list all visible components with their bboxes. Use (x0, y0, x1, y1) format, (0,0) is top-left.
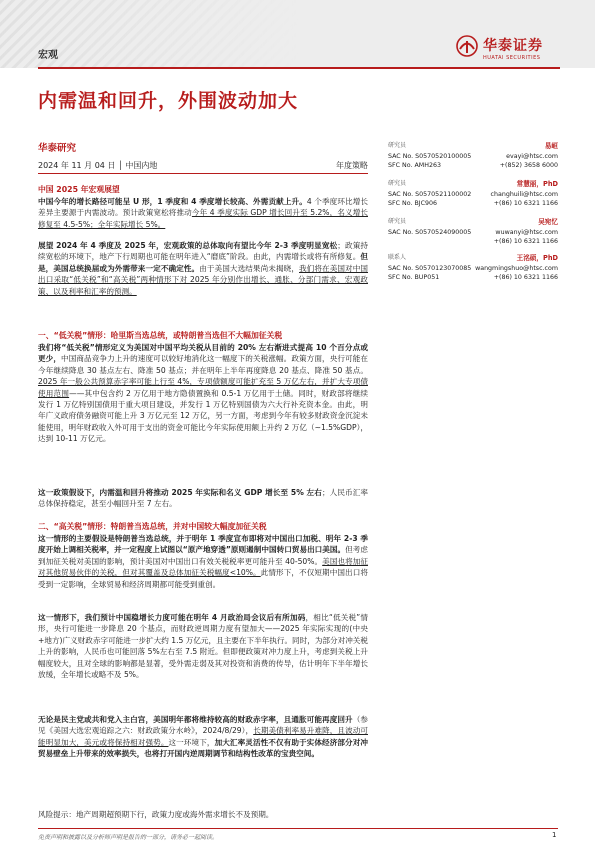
paragraph-text: 但考虑到加征关税对美国的影响，预计美国对中国出口有效关税税率更可能升至 40-50%。 (38, 545, 369, 566)
paragraph-text: 由于美国大选结果尚未揭晓， (199, 263, 299, 273)
paragraph-text: ；政策持续宽松的环境下，地产下行周期也可能在明年进入“磨底”阶段。由此，内需增长或将有所修复。 (38, 241, 369, 262)
analyst-sfc: SFC No. BUP051 (388, 274, 440, 281)
analyst-phone: +(86) 10 6321 1166 (493, 200, 558, 207)
analyst-name: 易峘 (544, 142, 558, 150)
analyst-phone: +(86) 10 6321 1166 (493, 238, 558, 245)
analyst-sac: SAC No. S0570520100005 (388, 153, 472, 160)
paragraph-outlook (38, 196, 368, 230)
analyst-phone: +(852) 3658 6000 (499, 162, 558, 169)
analyst-name: 王洺硕，PhD (516, 254, 558, 262)
paragraph-text: ，相比“低关税”情形，央行可能进一步降息 20 个基点，而财政逆周期力度有望加大——2025 年实际实现的(中央+地方)广义财政赤字可能进一步扩大约 1.5 万亿元，且主要在下半年执行。同时，为部分对冲关税上升的影响，人民币也可能回落 5%左右至 7.5 附近。但即便政策对冲力度上升，考虑到关税上升幅度较大，且对全球的影响都是显著，受外需走弱及其对投资和消费的传导，估计明年下半年增长放缓，全年增长或略不及 5%。 (38, 613, 368, 680)
logo-subtext: HUATAI SECURITIES (483, 55, 541, 61)
paragraph-highlight: 今年 4 季度实际 GDP 增长回升至 5.2%，名义增长修复至 4.5-5%；全年实际增长 5%。 (38, 208, 368, 229)
section-heading: 一、“低关税”情形：哈里斯当选总统，或特朗普当选但不大幅加征关税 (38, 331, 283, 340)
analyst-sac: SAC No. S0570123070085 (388, 265, 472, 272)
company-logo (456, 33, 566, 63)
page-title: 内需温和回升，外围波动加大 (38, 90, 299, 112)
logo-text: 华泰证券 (483, 38, 543, 54)
paragraph-lead: 无论是民主党或共和党入主白宫，美国明年都将维持较高的财政赤字率，且通胀可能再度回升 (38, 715, 353, 724)
disclaimer-note: 免责声明和披露以及分析师声明是报告的一部分，请务必一起阅读。 (38, 834, 219, 841)
analyst-sac: SAC No. S0570524090005 (388, 229, 472, 236)
paragraph-highlight: 长期美债利率易升难降，且波动可能明显加大，美元或将保持相对强势。 (38, 726, 368, 747)
paragraph-lead: 这一政策假设下，内需温和回升将推动 2025 年实际和名义 GDP 增长至 5% 左右 (38, 488, 322, 497)
footer-divider (38, 828, 558, 829)
header-divider (38, 67, 560, 69)
analyst-email[interactable]: wuwanyi@htsc.com (495, 229, 558, 236)
paragraph-policy (38, 240, 368, 297)
analyst-sac: SAC No. S0570521100002 (388, 191, 472, 198)
analyst-card (388, 180, 558, 210)
analyst-role: 联系人 (388, 254, 407, 261)
risk-warning: 风险提示：地产周期超预期下行，政策力度或海外需求增长不及预期。 (38, 810, 274, 819)
paragraph-text: （参见《美国大选宏观追踪之六：财政政策分水岭》，2024/8/29）， (38, 715, 369, 736)
analyst-sfc: SFC No. BJC906 (388, 200, 438, 207)
paragraph-emphasis: 但是，美国总统换届或为外需带来一定不确定性。 (38, 252, 368, 273)
analyst-sfc: SFC No. AMH263 (388, 162, 441, 169)
analyst-email[interactable]: wangmingshuo@htsc.com (475, 265, 558, 272)
paragraph-highlight: 美国也将加征对其他贸易伙伴的关税，但对其覆盖及总体加征关税幅度<10%。 (38, 556, 369, 578)
paragraph-text: ；人民币汇率总体保持稳定，甚至小幅回升至 7 左右。 (38, 488, 368, 509)
section-heading: 二、“高关税”情形：特朗普当选总统，并对中国较大幅度加征关税 (38, 522, 267, 531)
logo-mark-icon (456, 35, 478, 57)
analyst-email[interactable]: changhuili@htsc.com (490, 191, 558, 198)
paragraph-high-tariff (38, 533, 368, 590)
dateline-divider (38, 173, 368, 174)
analyst-role: 研究员 (388, 142, 407, 149)
paragraph-lead: 这一情形下，我们预计中国稳增长力度可能在明年 4 月政治局会议后有所加码 (38, 613, 306, 622)
paragraph-highlight: 我们将在美国对中国出口采取“低关税”和“高关税”两种情形下对 2025 年分别作出增长、通胀、分部门需求、宏观政策、以及利率和汇率的预测。 (38, 263, 369, 296)
paragraph-text: 这一环境下， (168, 737, 215, 747)
paragraph-highlight: 2025 年一般公共预算赤字率可能上行至 4%，专项债额度可能扩充至 5 万亿左右，并扩大专项债使用范围 (38, 377, 368, 398)
paragraph-us-outlook (38, 714, 368, 760)
analyst-role: 研究员 (388, 180, 407, 187)
paragraph-text: 中国商品竞争力上升的速度可以较好地消化这一幅度下的关税涨幅。政策方面，央行可能在今年继续降息 30 基点左右、降准 50 基点；并在明年上半年再度降息 20 基点、降准 50 基点。 (38, 354, 368, 375)
analyst-name: 常慧丽，PhD (516, 180, 558, 188)
paragraph-text: ——其中包含约 2 万亿用于地方隐债置换和 0.5-1 万亿用于土储。同时，财政部将继续发行 1 万亿特别国债用于重大项目建设，并发行 1 万亿特别国债为六大行补充资本金。由此，明年广义政府债务融资可能上升 3 万亿元至 12 万亿，另一方面，考虑到今年有较多财政资金沉淀未能使用，明年财政收入外可用于支出的资金可能比今年实际使用额上升约 2 万亿（~1.5%GDP），达到 10-11 万亿元。 (38, 388, 368, 444)
paragraph-text: 4 个季度环比增长差异主要源于内需波动。预计政策宽松将推动 (38, 197, 368, 218)
page-number: 1 (552, 831, 557, 839)
report-date: 2024 年 11 月 04 日 │ 中国内地 (38, 161, 158, 170)
paragraph-text: 此情形下，不仅短期中国出口将受到一定影响，全球贸易和经济周期都可能受到重创。 (38, 568, 368, 589)
paragraph-lead: 这一情形的主要假设是特朗普当选总统，并于明年 1 季度宣布即将对中国出口加税、明年 2-3 季度开始上调相关税率，并一定程度上试图以“原产地穿透”原则遏制中国转口贸易出口美国。 (38, 534, 368, 555)
report-type: 年度策略 (336, 161, 368, 170)
section-heading: 中国 2025 年宏观展望 (38, 185, 120, 194)
paragraph-low-tariff-result (38, 487, 368, 510)
analyst-role: 研究员 (388, 218, 407, 225)
analyst-card (388, 142, 558, 172)
paragraph-emphasis: 加大汇率灵活性不仅有助于实体经济部分对冲贸易壁垒上升带来的效率损失，也将打开国内逆周期调节和结构性改革的宝贵空间。 (38, 737, 369, 759)
analyst-card (388, 218, 558, 248)
paragraph-lead: 中国今年的增长路径可能呈 U 形，1 季度和 4 季度增长较高、外需贡献上升。 (38, 197, 307, 206)
analyst-name: 吴宛忆 (538, 218, 558, 226)
analyst-phone: +(86) 10 6321 1166 (493, 274, 558, 281)
analyst-email[interactable]: evayi@htsc.com (506, 153, 558, 160)
publisher-name: 华泰研究 (38, 143, 77, 154)
paragraph-lead: 我们将“低关税”情形定义为美国对中国平均关税从目前的 20% 左右渐进式提高 10 个百分点或更少， (38, 343, 368, 364)
analyst-card (388, 254, 558, 284)
paragraph-lead: 展望 2024 年 4 季度及 2025 年，宏观政策的总体取向有望比今年 2-3 季度明显宽松 (38, 241, 338, 250)
paragraph-high-tariff-policy (38, 612, 368, 680)
paragraph-low-tariff (38, 342, 368, 445)
report-category: 宏观 (38, 50, 58, 61)
